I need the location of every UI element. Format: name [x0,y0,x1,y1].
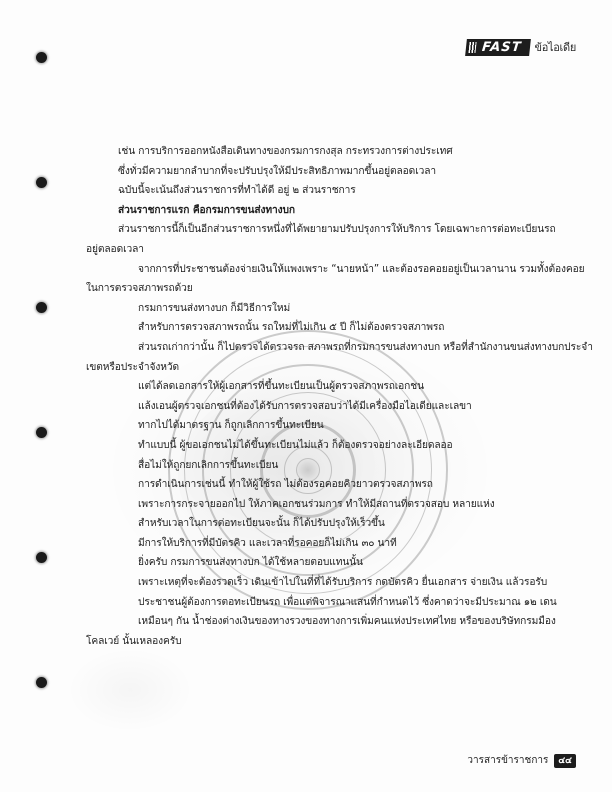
body-line: เขตหรือประจำจังหวัด [86,361,179,373]
body-line: ทากไปได้มาตรฐาน ก็ถูกเลิกการขึ้นทะเบียน [138,420,324,432]
body-line: แต่ได้ลดเอกสารให้ผู้เอกสารที่ขึ้นทะเบียนเป็นผู้ตรวจสภาพรถเอกชน [138,381,424,393]
body-line: โคลเวย์ นั้นเหลองครับ [86,635,182,647]
binder-hole [36,677,47,688]
page-number: ๔๔ [554,754,576,768]
body-line: ซึ่งทั่วมีความยากลำบากที่จะปรับปรุงให้มีประสิทธิภาพมากขึ้นอยู่ตลอดเวลา [118,165,436,177]
body-line: มีการให้บริการที่มีบัตรคิว และเวลาที่รอคอยก็ไม่เกิน ๓๐ นาที [138,537,397,549]
body-line: ทำแบบนี้ ผู้ขอเอกชนไม่ได้ขึ้นทะเบียนไม่แล้ว ก็ต้องตรวจอย่างละเอียดลออ [138,439,453,451]
body-line: สำหรับการตรวจสภาพรถนั้น รถใหม่ที่ไม่เกิน ๕ ปี ก็ไม่ต้องตรวจสภาพรถ [138,322,445,334]
footer-title: วารสารข้าราชการ [467,755,549,766]
page-header [466,38,576,56]
section-heading: ส่วนราชการแรก คือกรมการขนส่งทางบก [118,204,295,216]
binder-hole [36,177,47,188]
body-line: ส่วนรถเก่ากว่านั้น ก็ไปตรวจได้ตรวจรถ สภาพรถที่กรมการขนส่งทางบก หรือที่สำนักงานขนส่งทางบกประจำ [138,341,593,353]
page-footer [467,753,576,768]
body-line: กรมการขนส่งทางบก ก็มีวิธีการใหม่ [138,302,291,314]
fast-logo: FAST [465,39,530,56]
body-line: ยิ่งครับ กรมการขนส่งทางบก ได้ใช้หลายตอบแทนนั้น [138,557,363,569]
binder-hole [36,552,47,563]
body-line: ประชาชนผู้ต้องการตอทะเบียนรถ เพื่อแต่พิจารณาแสนที่กำหนดไว้ ซึ่งคาดว่าจะมีประมาณ ๑๒ เดน [138,596,557,608]
body-line: ในการตรวจสภาพรถด้วย [86,283,193,295]
body-line: อยู่ตลอดเวลา [86,243,144,255]
body-line: สื่อไม่ให้ถูกยกเลิกการขึ้นทะเบียน [138,459,279,471]
body-line: จากการที่ประชาชนต้องจ่ายเงินให้แพงเพราะ “นายหน้า” และต้องรอคอยอยู่เป็นเวลานาน รวมทั้งต้องคอย [138,263,585,275]
body-line: เหมือนๆ กัน น้ำช่องต่างเงินของทางรวงของทางการเพิ่มคนแห่งประเทศไทย หรือของบริษัทกรมมือง [138,616,556,628]
body-line: แล้งเอนผู้ตรวจเอกชนที่ต้องได้รับการตรวจสอบว่าได้มีเครื่องมือไอเดียและเลขา [138,400,472,412]
body-line: สำหรับเวลาในการต่อทะเบียนจะนั้น ก็ได้ปรับปรุงให้เร็วขึ้น [138,518,385,530]
logo-subtitle: ข้อไอเดีย [534,41,576,54]
binder-hole [36,302,47,313]
binder-hole [36,427,47,438]
body-line: ส่วนราชการนี้ก็เป็นอีกส่วนราชการหนึ่งที่ได้พยายามปรับปรุงการให้บริการ โดยเฉพาะการต่อทะเบียนรถ [118,224,556,236]
body-line: เช่น การบริการออกหนังสือเดินทางของกรมการกงสุล กระทรวงการต่างประเทศ [118,146,453,157]
body-line: การดำเนินการเช่นนี้ ทำให้ผู้ใช้รถ ไม่ต้องรอคอยคิวยาวตรวจสภาพรถ [138,479,433,491]
body-line: เพราะการกระจายออกไป ให้ภาคเอกชนร่วมการ ทำให้มีสถานที่ตรวจสอบ หลายแห่ง [138,498,495,510]
binder-hole [36,52,47,63]
document-body [86,142,593,651]
body-line: เพราะเหตุที่จะต้องรวดเร็ว เดินเข้าไปในที่ที่ได้รับบริการ กดบัตรคิว ยื่นเอกสาร จ่ายเงิน แล้วรอรับ [138,577,548,589]
body-line: ฉบับนี้จะเน้นถึงส่วนราชการที่ทำได้ดี อยู่ ๒ ส่วนราชการ [118,185,356,197]
